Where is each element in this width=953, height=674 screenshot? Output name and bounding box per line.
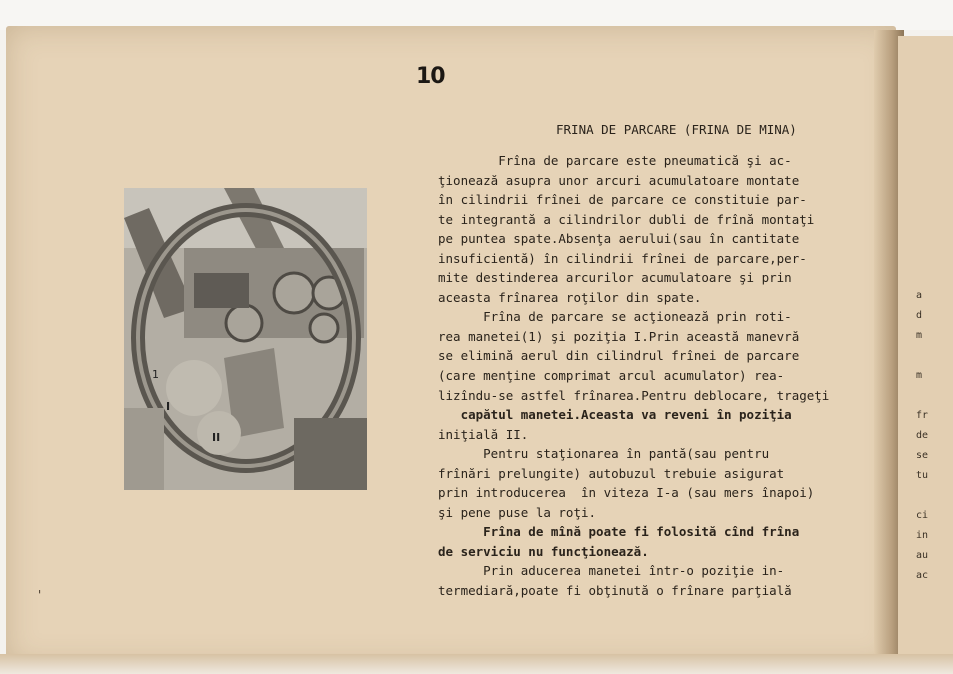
next-page-fragment: d xyxy=(916,310,923,321)
text-line: de serviciu nu funcţionează. xyxy=(438,543,649,559)
next-page-fragment: m xyxy=(916,330,923,341)
text-line: Frîna de parcare se acţionează prin roti- xyxy=(438,309,792,325)
next-page-fragment: ac xyxy=(916,570,929,581)
text-line: pe puntea spate.Absenţa aerului(sau în cantitate xyxy=(438,231,800,247)
next-page-fragment: se xyxy=(916,450,929,461)
text-line: rea manetei(1) şi poziţia I.Prin această manevră xyxy=(438,328,800,344)
text-line: insuficientă) în cilindrii frînei de parcare,per- xyxy=(438,250,807,266)
text-line: Frîna de parcare este pneumatică şi ac- xyxy=(438,153,792,168)
next-page-fragment: in xyxy=(916,530,929,541)
text-line: lizîndu-se astfel frînarea.Pentru deblocare, trageţi xyxy=(438,387,830,403)
photo-label-ii: II xyxy=(212,431,221,444)
section-title: FRINA DE PARCARE (FRINA DE MINA) xyxy=(556,122,797,137)
text-line: capătul manetei.Aceasta va reveni în poziţia xyxy=(438,407,792,423)
text-line: şi pene puse la roţi. xyxy=(438,504,597,520)
steering-wheel-photo xyxy=(124,188,367,490)
next-page-fragment: a xyxy=(916,290,923,301)
next-page-fragment: tu xyxy=(916,470,929,481)
photo-label-1: 1 xyxy=(152,368,159,381)
next-page-fragment: m xyxy=(916,370,923,381)
body-text xyxy=(438,151,858,601)
next-page-fragment: de xyxy=(916,430,929,441)
page-number: 10 xyxy=(416,64,445,89)
text-line: (care menţine comprimat arcul acumulator) rea- xyxy=(438,368,785,384)
text-line: iniţială II. xyxy=(438,426,529,442)
next-page-fragment: ci xyxy=(916,510,929,521)
text-line: te integrantă a cilindrilor dubli de frînă montaţi xyxy=(438,211,815,227)
text-line: aceasta frînarea roţilor din spate. xyxy=(438,289,702,305)
text-line: prin introducerea în viteza I-a (sau mers înapoi) xyxy=(438,485,815,501)
text-line: Prin aducerea manetei într-o poziţie in- xyxy=(438,563,785,579)
text-line: frînări prelungite) autobuzul trebuie asigurat xyxy=(438,465,785,481)
text-line: în cilindrii frînei de parcare ce constituie par- xyxy=(438,192,807,208)
text-line: Frîna de mînă poate fi folosită cînd frîna xyxy=(438,524,800,540)
text-line: ţionează asupra unor arcuri acumulatoare montate xyxy=(438,172,800,188)
next-page-fragment: au xyxy=(916,550,929,561)
next-page-fragment: fr xyxy=(916,410,929,421)
photo-label-i: I xyxy=(166,400,171,413)
next-page-edge xyxy=(898,36,953,666)
text-line: se elimină aerul din cilindrul frînei de parcare xyxy=(438,348,800,364)
text-line: Pentru staţionarea în pantă(sau pentru xyxy=(438,446,770,462)
margin-mark: ' xyxy=(36,588,44,602)
page-bottom-edge xyxy=(0,654,953,674)
text-line: termediară,poate fi obţinută o frînare parţială xyxy=(438,583,792,599)
text-line: mite destinderea arcurilor acumulatoare şi prin xyxy=(438,270,792,286)
